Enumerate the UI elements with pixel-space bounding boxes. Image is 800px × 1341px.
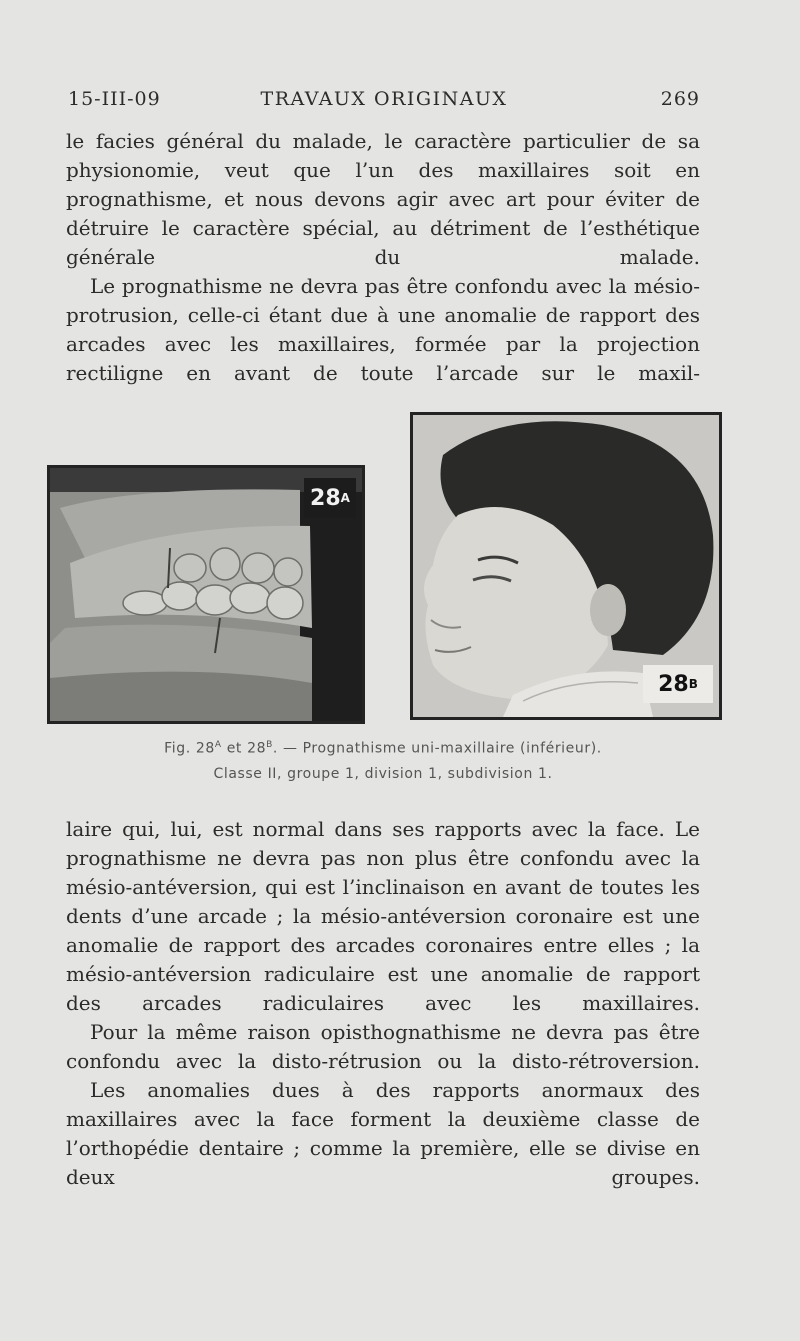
figure-28a-number: 28 <box>310 485 341 511</box>
figure-28b-number: 28 <box>658 671 689 697</box>
caption-text: . — Prognathisme uni-maxillaire (inférieur). <box>272 740 602 757</box>
paragraph: Le prognathisme ne devra pas être confondu avec la mésio-protrusion, celle-ci étant due à une anomalie de rapport des arcades avec les maxillaires, formée par la projection rectiligne en avant de toute l’arcade sur le maxil- <box>66 274 700 385</box>
paragraph: laire qui, lui, est normal dans ses rapports avec la face. Le prognathisme ne devra pas non plus être confondu avec la mésio-antéversion, qui est l’inclinaison en avant de toutes les dents d’une arcade ; la mésio-antéversion coronaire est une anomalie de rapport des arcades coronaires entre elles ; la mésio-antéversion radiculaire est une anomalie de rapport des arcades radiculaires avec les maxillaires. <box>66 817 700 1015</box>
figure-caption-line-2: Classe II, groupe 1, division 1, subdivision 1. <box>213 766 553 782</box>
header-title: TRAVAUX ORIGINAUX <box>260 88 508 110</box>
header-date: 15-III-09 <box>68 88 161 110</box>
caption-sup: A <box>214 740 222 750</box>
figure-28b-portrait <box>410 412 722 720</box>
page-number: 269 <box>660 88 700 110</box>
figure-28b-letter: B <box>688 677 698 691</box>
caption-text: Fig. 28 <box>164 740 215 757</box>
figure-28a-dental-cast <box>47 465 365 724</box>
figure-28b-label <box>643 665 713 703</box>
paragraph: Pour la même raison opisthognathisme ne devra pas être confondu avec la disto-rétrusion ou la disto-rétroversion. <box>66 1020 700 1073</box>
figure-caption-line-1 <box>66 740 700 757</box>
paragraph: Les anomalies dues à des rapports anormaux des maxillaires avec la face forment la deuxième classe de l’orthopédie dentaire ; comme la première, elle se divise en deux groupes. <box>66 1078 700 1189</box>
caption-text: et 28 <box>221 740 267 757</box>
text-block-top <box>66 127 700 388</box>
caption-sup: B <box>266 740 273 750</box>
text-block-bottom <box>66 815 700 1192</box>
paragraph: le facies général du malade, le caractère particulier de sa physionomie, veut que l’un des maxillaires soit en prognathisme, et nous devons agir avec art pour éviter de détruire le caractère spécial, au détriment de l’esthétique générale du malade. <box>66 129 700 269</box>
figure-28a-label <box>304 478 356 518</box>
figure-28a-letter: A <box>340 491 350 505</box>
running-head <box>68 88 700 118</box>
